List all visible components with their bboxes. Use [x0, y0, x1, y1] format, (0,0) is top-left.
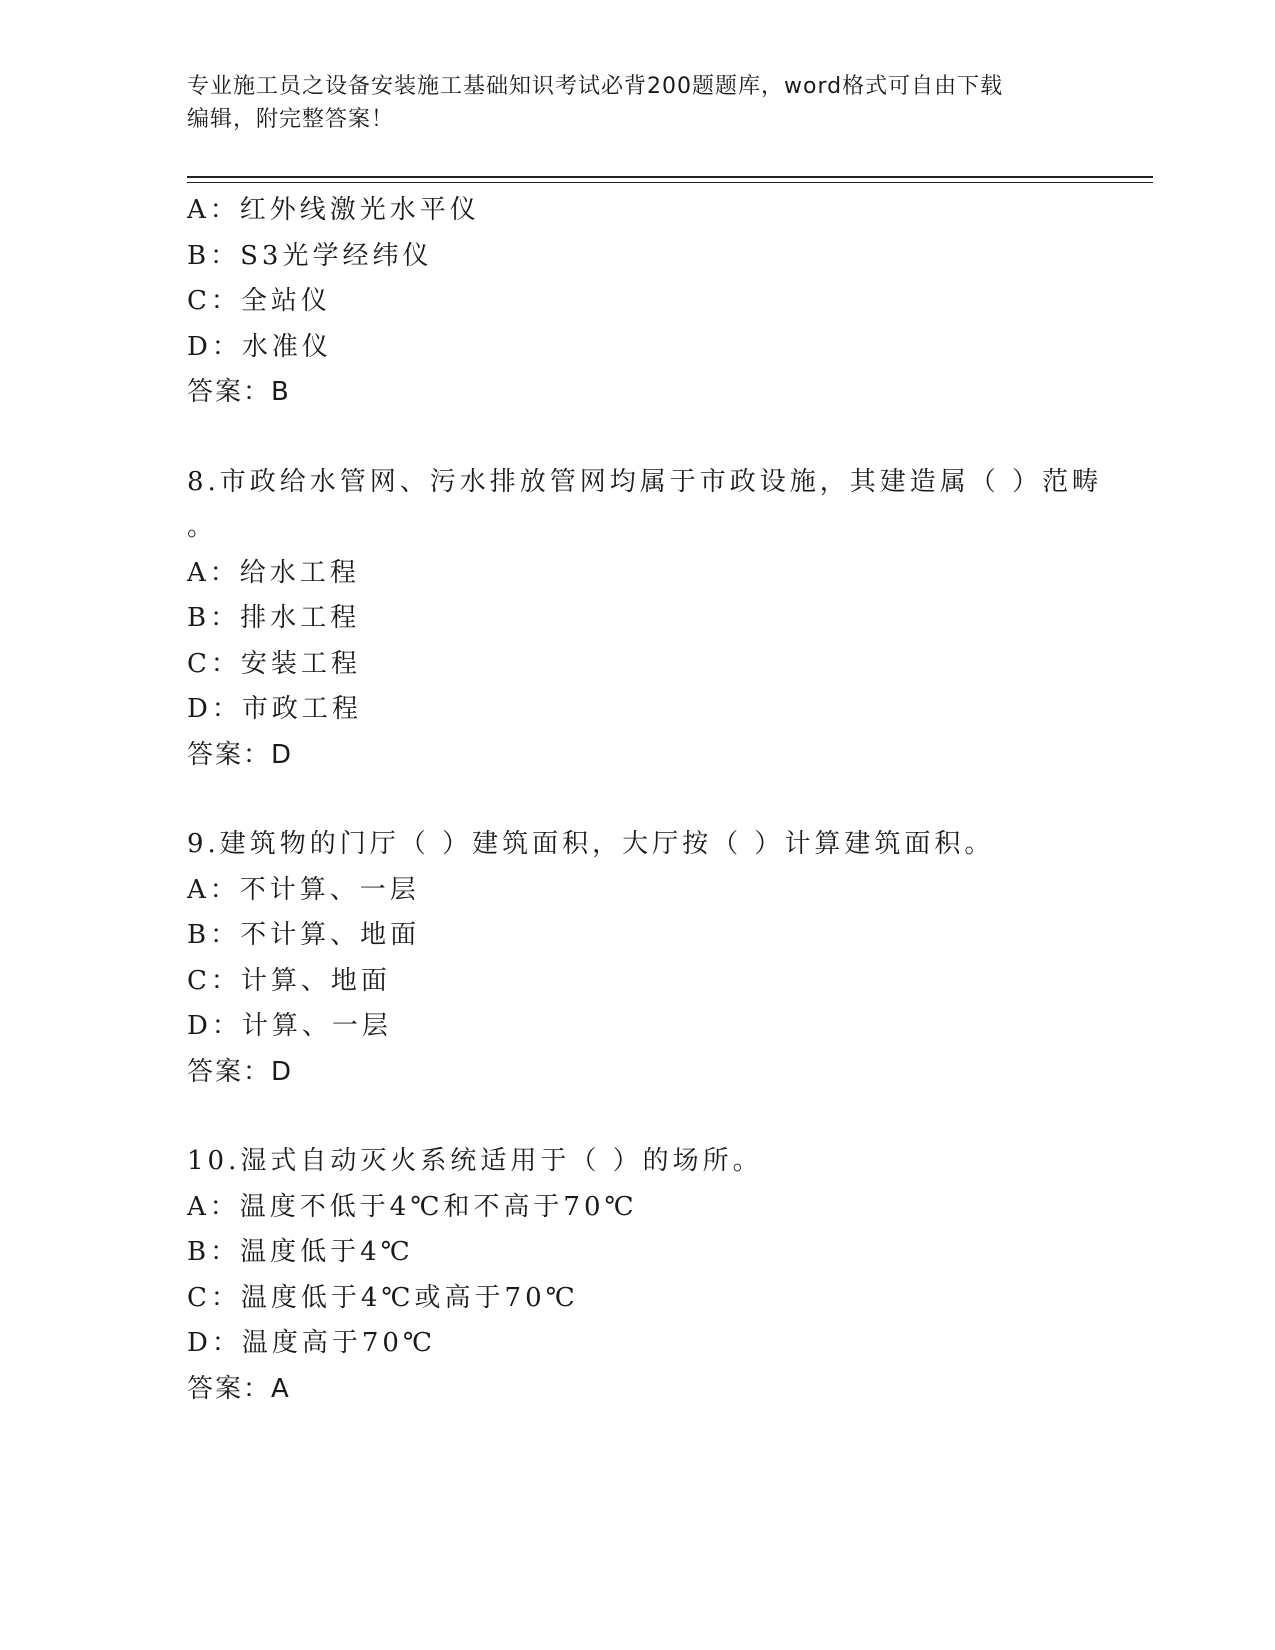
question-7-option-a: A：红外线激光水平仪	[187, 195, 480, 225]
question-10-option-d: D：温度高于70℃	[187, 1328, 437, 1358]
question-10	[187, 1139, 1087, 1412]
question-9	[187, 822, 1087, 1095]
spacer	[187, 1095, 1087, 1139]
document-header	[187, 70, 1067, 136]
question-7-option-c: C：全站仪	[187, 286, 331, 316]
header-divider-thin	[187, 182, 1153, 183]
question-8-option-b: B：排水工程	[187, 603, 361, 633]
question-9-option-b: B：不计算、地面	[187, 920, 421, 950]
question-8	[187, 460, 1103, 779]
question-8-option-a: A：给水工程	[187, 557, 360, 588]
header-line-1: 专业施工员之设备安装施工基础知识考试必背200题题库，word格式可自由下载	[187, 74, 1004, 99]
question-9-answer: 答案：D	[187, 1056, 294, 1087]
question-8-stem-continued: 。	[187, 512, 218, 542]
spacer	[187, 416, 1087, 460]
spacer	[187, 778, 1087, 822]
question-8-option-d: D：市政工程	[187, 694, 362, 724]
question-9-stem: 9.建筑物的门厅（ ）建筑面积，大厅按（ ）计算建筑面积。	[187, 829, 995, 859]
question-7	[187, 188, 1087, 416]
header-divider-thick	[187, 176, 1153, 178]
question-list	[187, 188, 1103, 1412]
question-9-option-d: D：计算、一层	[187, 1011, 392, 1041]
question-7-answer: 答案：B	[187, 377, 291, 407]
question-8-answer: 答案：D	[187, 739, 294, 770]
question-10-option-a: A：温度不低于4℃和不高于70℃	[187, 1191, 638, 1222]
header-line-2: 编辑，附完整答案！	[187, 107, 395, 132]
question-10-option-c: C：温度低于4℃或高于70℃	[187, 1282, 579, 1313]
question-7-option-d: D：水准仪	[187, 331, 332, 362]
question-10-option-b: B：温度低于4℃	[187, 1237, 414, 1267]
question-10-stem: 10.湿式自动灭火系统适用于（ ）的场所。	[187, 1146, 763, 1176]
question-8-stem: 8.市政给水管网、污水排放管网均属于市政设施，其建造属（ ）范畴	[187, 466, 1103, 497]
question-9-option-c: C：计算、地面	[187, 965, 391, 996]
question-10-answer: 答案：A	[187, 1373, 291, 1404]
question-7-option-b: B：S3光学经纬仪	[187, 240, 433, 271]
question-9-option-a: A：不计算、一层	[187, 874, 420, 905]
question-8-option-c: C：安装工程	[187, 648, 361, 679]
